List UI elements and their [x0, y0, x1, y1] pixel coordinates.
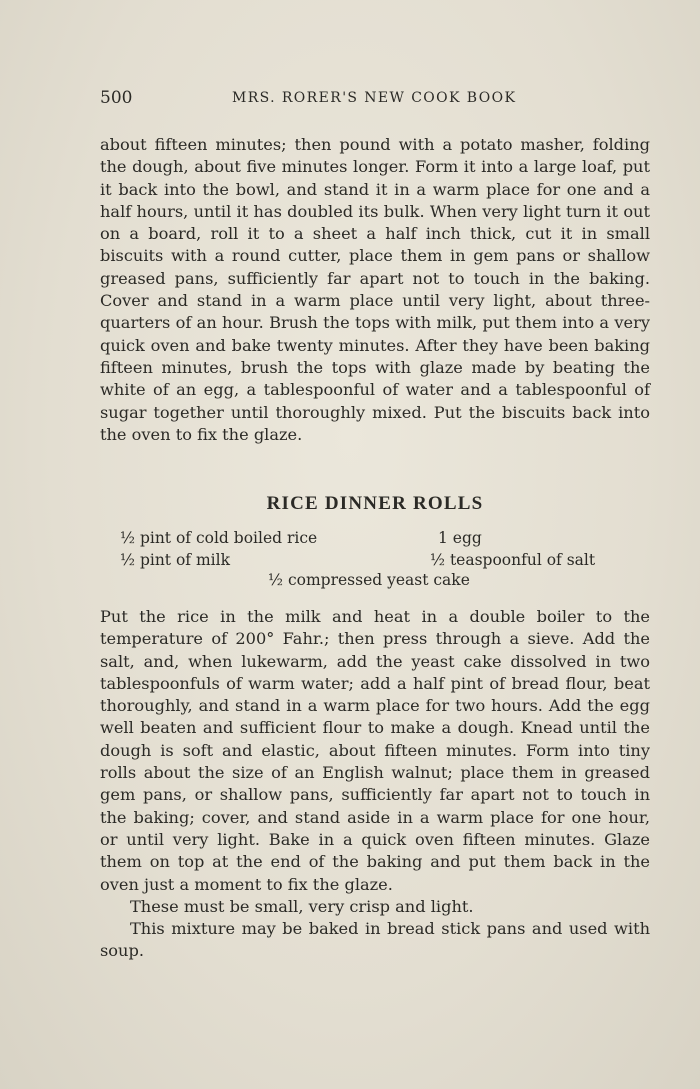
- running-title: MRS. RORER'S NEW COOK BOOK: [232, 90, 517, 106]
- recipe-body: [100, 606, 650, 963]
- ingredient-item: ½ pint of milk: [120, 551, 230, 569]
- recipe-directions: Put the rice in the milk and heat in a double boiler to the temperature of 200° Fahr.; then press through a sieve. Add the salt, and, when lukewarm, add the yeast cake dissolved in two tablespoonfuls of warm water; add a half pint of bread flour, beat thoroughly, and stand in a warm place for two hours. Add the egg well beaten and sufficient flour to make a dough. Knead until the dough is soft and elastic, about fifteen minutes. Form into tiny rolls about the size of an English walnut; place them in greased gem pans, or shallow pans, sufficiently far apart not to touch in the baking; cover, and stand aside in a warm place for one hour, or until very light. Bake in a quick oven fifteen minutes. Glaze them on top at the end of the baking and put them back in the oven just a moment to fix the glaze.: [100, 607, 650, 894]
- recipe-note: These must be small, very crisp and light.: [130, 896, 474, 916]
- recipe-note: This mixture may be baked in bread stick pans and used with soup.: [100, 919, 650, 961]
- ingredient-item: ½ pint of cold boiled rice: [120, 529, 318, 547]
- ingredient-item: ½ compressed yeast cake: [268, 571, 470, 589]
- ingredient-item: ½ teaspoonful of salt: [430, 551, 596, 569]
- ingredient-item: 1 egg: [438, 529, 482, 547]
- page-number: 500: [100, 88, 133, 108]
- page-header: [100, 88, 650, 112]
- recipe-title: RICE DINNER ROLLS: [266, 493, 484, 514]
- continued-paragraph: about fifteen minutes; then pound with a potato masher, folding the dough, about five minutes longer. Form it into a large loaf, put it back into the bowl, and stand it in a warm place for one and a half hours, until it has doubled its bulk. When very light turn it out on a board, roll it to a sheet a half inch thick, cut it in small biscuits with a round cutter, place them in gem pans or shallow greased pans, sufficiently far apart not to touch in the baking. Cover and stand in a warm place until very light, about three-quarters of an hour. Brush the tops with milk, put them into a very quick oven and bake twenty minutes. After they have been baking fifteen minutes, brush the tops with glaze made by beating the white of an egg, a tablespoonful of water and a tablespoonful of sugar together until thoroughly mixed. Put the biscuits back into the oven to fix the glaze.: [100, 135, 650, 444]
- ingredient-list: [100, 529, 650, 595]
